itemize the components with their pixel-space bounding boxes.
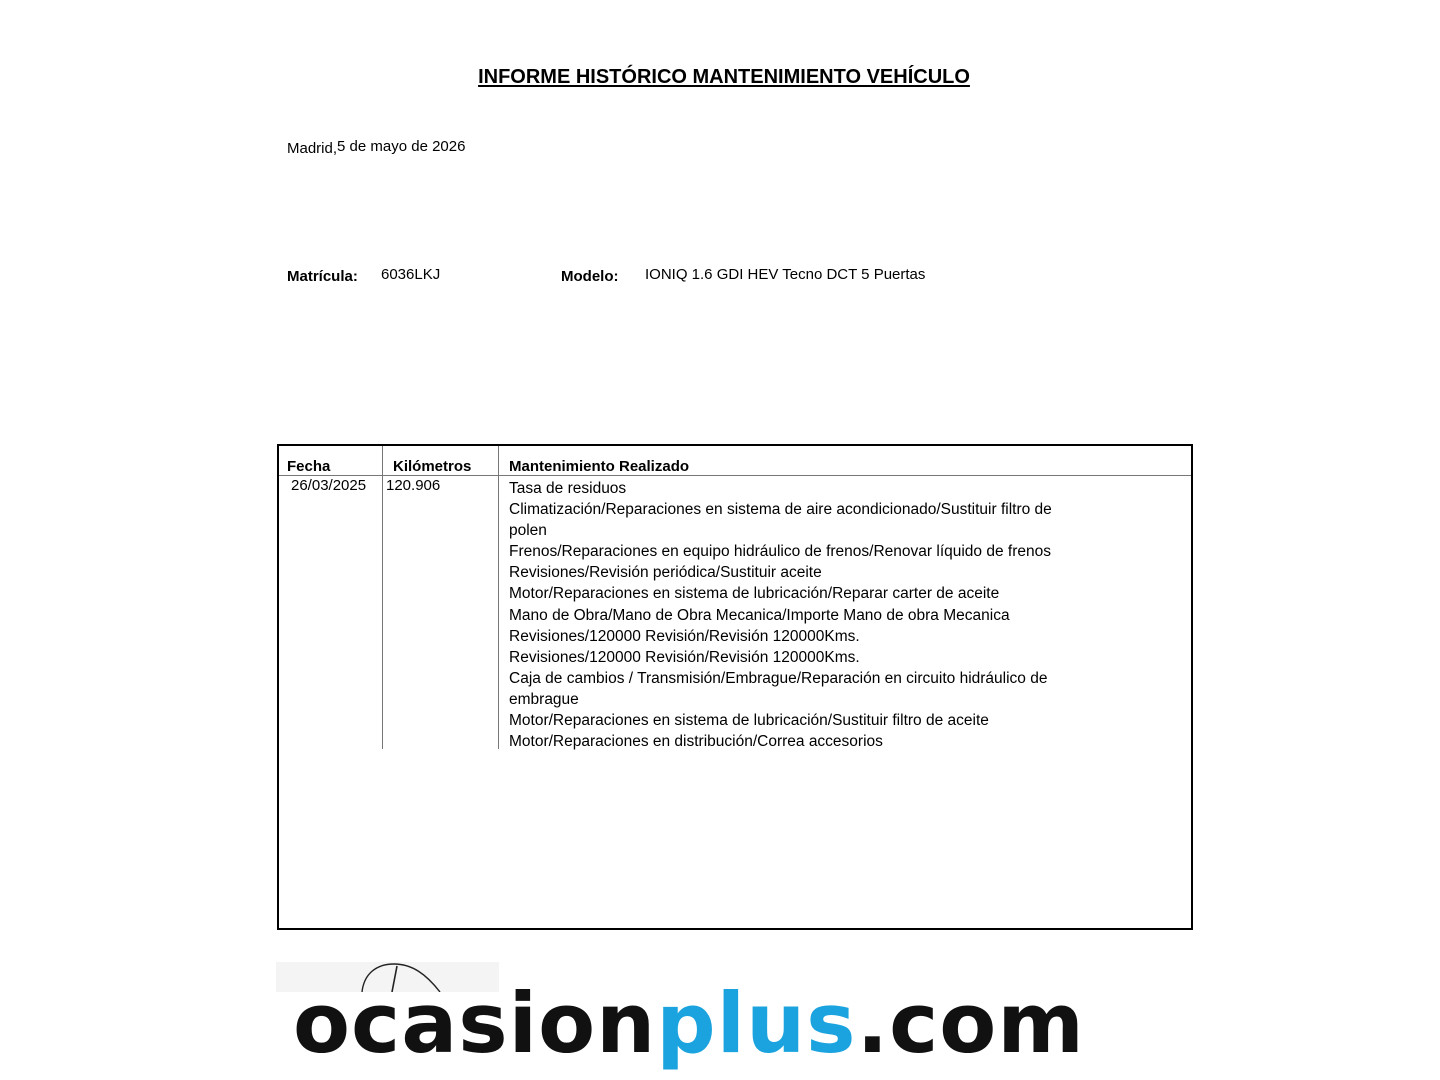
model-label: Modelo: — [561, 268, 619, 285]
maintenance-line: polen — [509, 522, 547, 540]
logo-text-plus: plus — [656, 975, 857, 1072]
maintenance-line: Frenos/Reparaciones en equipo hidráulico de frenos/Renovar líquido de frenos — [509, 543, 1051, 561]
maintenance-line: embrague — [509, 690, 579, 708]
maintenance-line: Climatización/Reparaciones en sistema de aire acondicionado/Sustituir filtro de — [509, 501, 1052, 519]
maintenance-line: Tasa de residuos — [509, 480, 627, 497]
maintenance-table — [277, 444, 1193, 930]
maintenance-line: Revisiones/120000 Revisión/Revisión 120000Kms. — [509, 627, 860, 645]
row-km: 120.906 — [386, 477, 441, 494]
plate-label: Matrícula: — [287, 268, 358, 285]
header-kilometros: Kilómetros — [393, 458, 472, 475]
maintenance-line: Motor/Reparaciones en sistema de lubricación/Reparar carter de aceite — [509, 585, 1000, 603]
maintenance-line: Motor/Reparaciones en distribución/Correa accesorios — [509, 733, 883, 751]
maintenance-line: Revisiones/120000 Revisión/Revisión 120000Kms. — [509, 648, 860, 666]
row-fecha: 26/03/2025 — [291, 477, 367, 494]
header-mantenimiento: Mantenimiento Realizado — [509, 458, 690, 475]
maintenance-line: Mano de Obra/Mano de Obra Mecanica/Importe Mano de obra Mecanica — [509, 606, 1010, 624]
plate-value: 6036LKJ — [381, 266, 441, 283]
column-divider-1 — [382, 446, 383, 749]
ocasionplus-logo — [293, 975, 1085, 1072]
place: Madrid, — [287, 140, 338, 157]
maintenance-line: Revisiones/Revisión periódica/Sustituir aceite — [509, 564, 822, 582]
column-divider-2 — [498, 446, 499, 749]
maintenance-line: Motor/Reparaciones en sistema de lubricación/Sustituir filtro de aceite — [509, 712, 989, 730]
logo-text-ocasion: ocasion — [293, 975, 657, 1072]
header-divider — [279, 475, 1191, 476]
maintenance-line: Caja de cambios / Transmisión/Embrague/Reparación en circuito hidráulico de — [509, 669, 1048, 687]
maintenance-list — [509, 478, 1069, 752]
header-fecha: Fecha — [287, 458, 331, 475]
model-value: IONIQ 1.6 GDI HEV Tecno DCT 5 Puertas — [645, 266, 926, 283]
logo-text-com: .com — [856, 975, 1085, 1072]
place-date — [287, 140, 465, 157]
report-title: INFORME HISTÓRICO MANTENIMIENTO VEHÍCULO — [478, 66, 970, 88]
report-date: 5 de mayo de 2026 — [337, 138, 466, 155]
